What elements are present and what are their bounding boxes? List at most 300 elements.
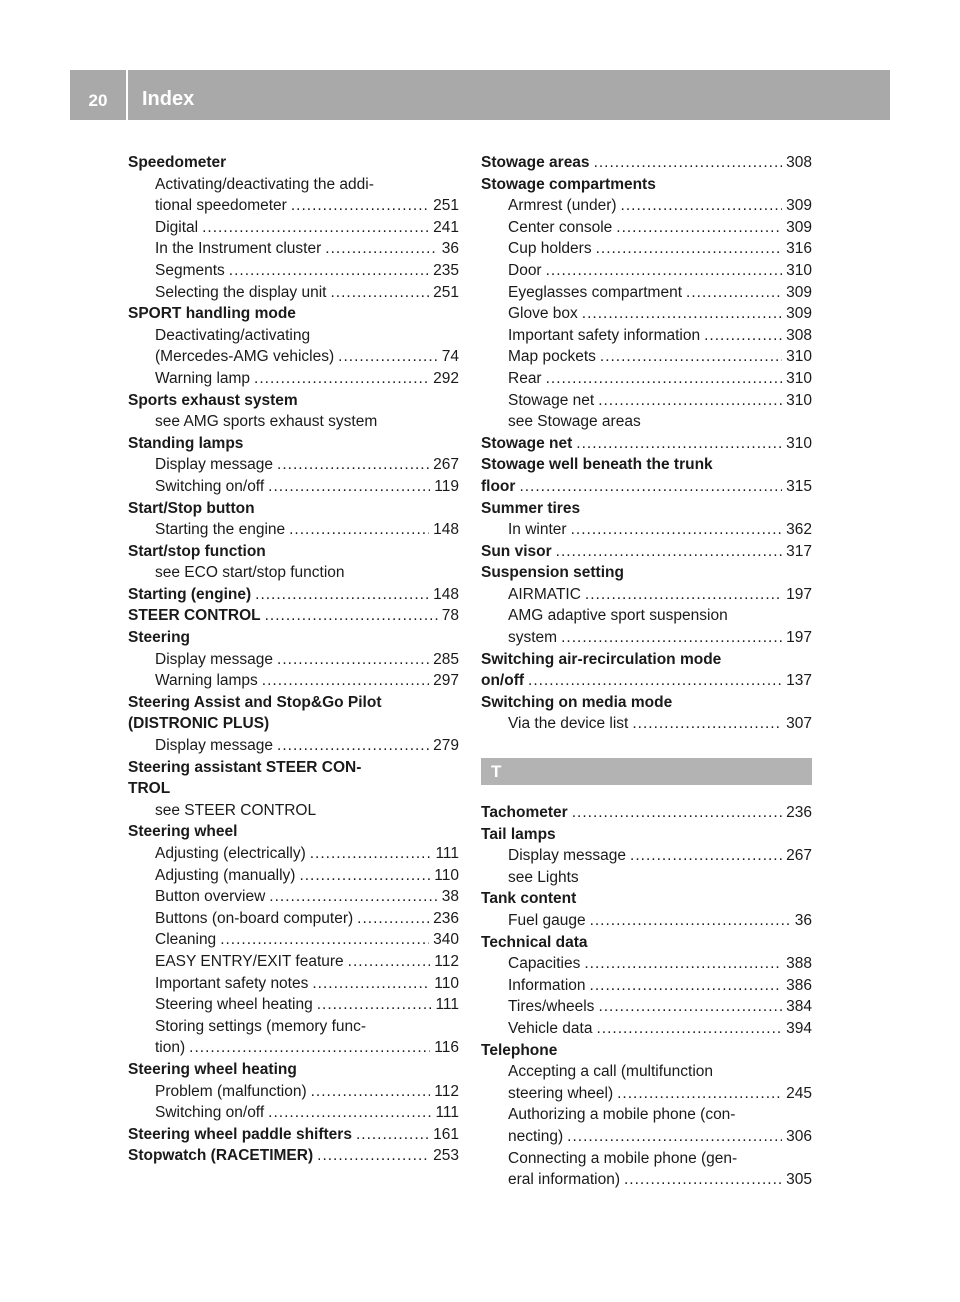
entry-text: Glove box <box>508 305 578 323</box>
index-subentry <box>128 519 459 541</box>
entry-text: Switching air-recirculation mode <box>481 650 722 668</box>
entry-text: see Stowage areas <box>508 413 641 431</box>
entry-text: Adjusting (manually) <box>155 866 296 884</box>
index-subentry <box>128 800 459 822</box>
entry-text: Switching on/off <box>155 477 265 495</box>
entry-text: Steering wheel paddle shifters <box>128 1125 352 1143</box>
page-reference: 148 <box>433 521 459 539</box>
index-list-t <box>481 802 812 1191</box>
section-header-t: T <box>481 758 812 785</box>
dot-leader <box>571 519 783 541</box>
dot-leader <box>277 454 429 476</box>
page-reference: 36 <box>794 912 812 929</box>
entry-text: see ECO start/stop function <box>155 564 345 582</box>
index-subentry <box>128 454 459 476</box>
index-entry <box>128 498 459 520</box>
page-reference: 317 <box>786 542 812 560</box>
index-subentry <box>481 605 812 627</box>
page-reference: 305 <box>786 1171 812 1189</box>
index-subentry <box>128 1016 459 1038</box>
dot-leader <box>262 670 429 692</box>
dot-leader <box>600 346 782 368</box>
index-column-left <box>128 152 459 1167</box>
index-subentry <box>481 411 812 433</box>
index-subentry <box>481 217 812 239</box>
dot-leader <box>265 605 438 627</box>
dot-leader <box>590 910 791 932</box>
page-reference: 110 <box>434 974 459 992</box>
dot-leader <box>229 260 429 282</box>
index-entry <box>128 541 459 563</box>
entry-text: Tachometer <box>481 804 568 822</box>
index-subentry <box>128 843 459 865</box>
index-entry <box>128 627 459 649</box>
index-subentry <box>481 953 812 975</box>
entry-text: Technical data <box>481 933 588 951</box>
entry-text: Start/stop function <box>128 542 266 560</box>
index-entry <box>128 1059 459 1081</box>
index-entry <box>481 498 812 520</box>
entry-text: Important safety information <box>508 326 701 344</box>
dot-leader <box>704 325 782 347</box>
entry-text: Display message <box>155 737 274 755</box>
dot-leader <box>220 929 429 951</box>
page-reference: 197 <box>786 629 812 647</box>
entry-text: Storing settings (memory func- <box>155 1017 367 1035</box>
page-reference: 309 <box>786 197 812 215</box>
entry-text: Important safety notes <box>155 974 309 992</box>
index-entry <box>481 433 812 455</box>
index-subentry <box>128 865 459 887</box>
index-subentry <box>481 368 812 390</box>
dot-leader <box>590 975 783 997</box>
entry-text: Connecting a mobile phone (gen- <box>508 1149 738 1167</box>
entry-text: Starting the engine <box>155 521 286 539</box>
entry-text: Fuel gauge <box>508 912 586 929</box>
entry-text: Armrest (under) <box>508 197 617 215</box>
entry-text: STEER CONTROL <box>128 607 261 625</box>
dot-leader <box>572 802 782 824</box>
dot-leader <box>582 303 782 325</box>
index-subentry <box>128 346 459 368</box>
dot-leader <box>624 1169 782 1191</box>
entry-text: In the Instrument cluster <box>155 240 322 258</box>
page-reference: 308 <box>786 326 812 344</box>
dot-leader <box>546 260 783 282</box>
page-reference: 297 <box>433 672 459 690</box>
index-entry <box>481 174 812 196</box>
index-entry <box>481 692 812 714</box>
dot-leader <box>311 1081 431 1103</box>
index-entry <box>128 1145 459 1167</box>
dot-leader <box>567 1126 782 1148</box>
index-subentry <box>128 562 459 584</box>
page-reference: 310 <box>786 261 812 279</box>
index-subentry <box>481 910 812 932</box>
entry-text: tional speedometer <box>155 197 287 215</box>
page-title: Index <box>142 88 195 110</box>
page-reference: 340 <box>433 931 459 949</box>
index-subentry <box>481 1083 812 1105</box>
entry-text: Button overview <box>155 888 266 906</box>
dot-leader <box>254 368 429 390</box>
dot-leader <box>561 627 782 649</box>
entry-text: Display message <box>155 456 274 474</box>
entry-text: Steering wheel <box>128 823 238 841</box>
index-subentry <box>128 951 459 973</box>
dot-leader <box>255 584 429 606</box>
index-entry <box>128 390 459 412</box>
index-entry <box>128 605 459 627</box>
index-subentry <box>128 260 459 282</box>
page-reference: 292 <box>433 369 459 387</box>
page-reference: 36 <box>441 240 459 258</box>
entry-text: Center console <box>508 218 613 236</box>
dot-leader <box>291 195 429 217</box>
index-subentry <box>481 390 812 412</box>
index-subentry <box>128 174 459 196</box>
entry-text: AIRMATIC <box>508 585 581 603</box>
index-subentry <box>128 282 459 304</box>
dot-leader <box>585 584 782 606</box>
entry-text: Summer tires <box>481 499 581 517</box>
entry-text: Suspension setting <box>481 564 624 582</box>
index-entry <box>128 821 459 843</box>
index-entry <box>481 454 812 476</box>
index-subentry <box>128 1081 459 1103</box>
dot-leader <box>317 1145 429 1167</box>
entry-text: Steering <box>128 629 191 647</box>
dot-leader <box>189 1037 430 1059</box>
index-subentry <box>481 1169 812 1191</box>
page-reference: 307 <box>786 715 812 733</box>
entry-text: Authorizing a mobile phone (con- <box>508 1106 736 1124</box>
dot-leader <box>310 843 432 865</box>
dot-leader <box>584 953 782 975</box>
page-reference: 197 <box>786 585 812 603</box>
entry-text: system <box>508 629 558 647</box>
page-reference: 110 <box>434 866 459 884</box>
dot-leader <box>556 541 782 563</box>
index-entry <box>128 152 459 174</box>
page-reference: 111 <box>435 1104 459 1122</box>
dot-leader <box>598 996 782 1018</box>
index-subentry <box>481 845 812 867</box>
entry-text: steering wheel) <box>508 1084 614 1102</box>
entry-text: Cleaning <box>155 931 217 949</box>
entry-text: TROL <box>128 780 171 798</box>
dot-leader <box>268 1102 431 1124</box>
entry-text: Eyeglasses compartment <box>508 283 683 301</box>
index-entry <box>128 713 459 735</box>
page-reference: 310 <box>786 369 812 387</box>
entry-text: AMG adaptive sport suspension <box>508 607 728 625</box>
index-subentry <box>481 996 812 1018</box>
index-subentry <box>128 476 459 498</box>
entry-text: Switching on/off <box>155 1104 265 1122</box>
entry-text: Start/Stop button <box>128 499 255 517</box>
entry-text: see Lights <box>508 868 579 886</box>
entry-text: Display message <box>508 847 627 865</box>
dot-leader <box>356 1124 429 1146</box>
page-reference: 137 <box>786 672 812 690</box>
entry-text: Tail lamps <box>481 825 556 843</box>
index-subentry <box>481 303 812 325</box>
entry-text: Switching on media mode <box>481 693 673 711</box>
page-reference: 285 <box>433 650 459 668</box>
entry-text: Stowage net <box>508 391 595 409</box>
page-reference: 394 <box>786 1019 812 1037</box>
entry-text: Standing lamps <box>128 434 244 452</box>
index-subentry <box>128 1102 459 1124</box>
dot-leader <box>630 845 782 867</box>
entry-text: Steering wheel heating <box>128 1060 297 1078</box>
dot-leader <box>289 519 429 541</box>
page-reference: 362 <box>786 521 812 539</box>
entry-text: Stopwatch (RACETIMER) <box>128 1147 314 1165</box>
entry-text: Warning lamp <box>155 369 251 387</box>
entry-text: Speedometer <box>128 154 227 171</box>
page-reference: 111 <box>435 996 459 1014</box>
entry-text: necting) <box>508 1127 564 1145</box>
index-column-right <box>481 152 812 1191</box>
dot-leader <box>596 238 783 260</box>
entry-text: Information <box>508 976 586 994</box>
page-reference: 279 <box>433 737 459 755</box>
entry-text: eral information) <box>508 1171 620 1189</box>
index-subentry <box>128 886 459 908</box>
index-entry <box>128 433 459 455</box>
index-entry <box>481 888 812 910</box>
page-reference: 112 <box>434 952 459 970</box>
entry-text: Rear <box>508 369 542 387</box>
dot-leader <box>621 195 783 217</box>
index-subentry <box>128 368 459 390</box>
index-subentry <box>128 649 459 671</box>
index-subentry <box>481 282 812 304</box>
dot-leader <box>686 282 782 304</box>
page-reference: 235 <box>433 261 459 279</box>
entry-text: Via the device list <box>508 715 629 733</box>
page-reference: 245 <box>786 1084 812 1102</box>
entry-text: Stowage well beneath the trunk <box>481 456 713 474</box>
dot-leader <box>576 433 782 455</box>
header-divider <box>126 70 128 120</box>
entry-text: (Mercedes-AMG vehicles) <box>155 348 335 366</box>
index-subentry <box>128 238 459 260</box>
dot-leader <box>325 238 437 260</box>
entry-text: EASY ENTRY/EXIT feature <box>155 952 344 970</box>
entry-text: see STEER CONTROL <box>155 801 317 819</box>
page-reference: 388 <box>786 955 812 973</box>
entry-text: Vehicle data <box>508 1019 593 1037</box>
dot-leader <box>617 1083 782 1105</box>
entry-text: Warning lamps <box>155 672 258 690</box>
index-subentry <box>128 994 459 1016</box>
page-reference: 310 <box>786 391 812 409</box>
page-number: 20 <box>88 91 108 110</box>
entry-text: Sun visor <box>481 542 552 560</box>
entry-text: Digital <box>155 218 199 236</box>
entry-text: Cup holders <box>508 240 592 258</box>
entry-text: floor <box>481 477 516 495</box>
entry-text: Display message <box>155 650 274 668</box>
page-reference: 112 <box>434 1082 459 1100</box>
index-entry <box>481 562 812 584</box>
index-subentry <box>128 973 459 995</box>
index-entry <box>128 584 459 606</box>
entry-text: In winter <box>508 521 567 539</box>
index-entry <box>481 649 812 671</box>
index-entry <box>481 152 812 174</box>
entry-text: Adjusting (electrically) <box>155 845 306 862</box>
entry-text: Stowage compartments <box>481 175 656 193</box>
index-subentry <box>128 195 459 217</box>
dot-leader <box>269 886 437 908</box>
dot-leader <box>202 217 429 239</box>
entry-text: on/off <box>481 672 525 690</box>
dot-leader <box>616 217 782 239</box>
page-reference: 78 <box>441 607 459 625</box>
index-subentry <box>481 627 812 649</box>
dot-leader <box>268 476 430 498</box>
page-reference: 315 <box>786 477 812 495</box>
index-entry <box>128 778 459 800</box>
entry-text: Buttons (on-board computer) <box>155 909 354 927</box>
page-reference: 310 <box>786 348 812 366</box>
index-entry <box>481 802 812 824</box>
index-subentry <box>128 411 459 433</box>
dot-leader <box>317 994 432 1016</box>
index-subentry <box>128 670 459 692</box>
page-reference: 309 <box>786 283 812 301</box>
index-subentry <box>481 260 812 282</box>
entry-text: Stowage areas <box>481 154 590 171</box>
index-subentry <box>481 867 812 889</box>
index-subentry <box>481 1126 812 1148</box>
entry-text: Stowage net <box>481 434 573 452</box>
entry-text: Door <box>508 261 542 279</box>
page-reference: 309 <box>786 218 812 236</box>
entry-text: Telephone <box>481 1041 558 1059</box>
index-entry <box>128 757 459 779</box>
entry-text: tion) <box>155 1039 186 1057</box>
dot-leader <box>596 1018 782 1040</box>
index-subentry <box>481 346 812 368</box>
index-subentry <box>128 908 459 930</box>
page-reference: 251 <box>433 197 459 215</box>
index-subentry <box>481 1148 812 1170</box>
page-reference: 316 <box>786 240 812 258</box>
page-reference: 161 <box>433 1125 459 1143</box>
dot-leader <box>277 735 429 757</box>
entry-text: Tires/wheels <box>508 998 595 1016</box>
entry-text: Accepting a call (multifunction <box>508 1063 714 1081</box>
index-subentry <box>481 325 812 347</box>
index-subentry <box>481 1018 812 1040</box>
index-entry <box>481 670 812 692</box>
entry-text: Activating/deactivating the addi- <box>155 175 374 193</box>
index-subentry <box>481 195 812 217</box>
dot-leader <box>528 670 782 692</box>
entry-text: Sports exhaust system <box>128 391 298 409</box>
page-reference: 267 <box>433 456 459 474</box>
dot-leader <box>277 649 429 671</box>
index-entry <box>481 932 812 954</box>
entry-text: Map pockets <box>508 348 596 366</box>
entry-text: Problem (malfunction) <box>155 1082 307 1100</box>
entry-text: Capacities <box>508 955 581 973</box>
index-subentry <box>481 584 812 606</box>
entry-text: see AMG sports exhaust system <box>155 413 378 431</box>
page-reference: 148 <box>433 585 459 603</box>
dot-leader <box>348 951 431 973</box>
entry-text: Steering wheel heating <box>155 996 313 1014</box>
page-reference: 306 <box>786 1127 812 1145</box>
page-reference: 253 <box>433 1147 459 1165</box>
page-reference: 119 <box>434 477 459 495</box>
index-subentry <box>128 929 459 951</box>
index-entry <box>481 541 812 563</box>
dot-leader <box>594 152 783 174</box>
dot-leader <box>299 865 430 887</box>
index-subentry <box>481 238 812 260</box>
entry-text: Segments <box>155 261 225 279</box>
page-reference: 38 <box>441 888 459 906</box>
index-subentry <box>481 975 812 997</box>
page-reference: 384 <box>786 998 812 1016</box>
page-reference: 241 <box>433 218 459 236</box>
page-reference: 116 <box>434 1039 459 1057</box>
index-subentry <box>128 735 459 757</box>
index-subentry <box>128 325 459 347</box>
dot-leader <box>357 908 429 930</box>
index-subentry <box>481 1104 812 1126</box>
page-reference: 267 <box>786 847 812 865</box>
page-reference: 236 <box>433 909 459 927</box>
dot-leader <box>330 282 429 304</box>
entry-text: Selecting the display unit <box>155 283 327 301</box>
index-subentry <box>128 217 459 239</box>
dot-leader <box>519 476 782 498</box>
page-reference: 386 <box>786 976 812 994</box>
entry-text: Deactivating/activating <box>155 326 311 344</box>
index-entry <box>128 692 459 714</box>
index-entry <box>481 1040 812 1062</box>
dot-leader <box>546 368 783 390</box>
entry-text: Steering assistant STEER CON- <box>128 758 362 776</box>
page-reference: 111 <box>435 845 459 862</box>
index-subentry <box>481 1061 812 1083</box>
index-entry <box>128 1124 459 1146</box>
entry-text: Tank content <box>481 890 577 908</box>
index-entry <box>481 476 812 498</box>
index-list-s <box>481 152 812 735</box>
index-subentry <box>128 1037 459 1059</box>
entry-text: Steering Assist and Stop&Go Pilot <box>128 693 382 711</box>
dot-leader <box>598 390 782 412</box>
index-entry <box>128 303 459 325</box>
dot-leader <box>312 973 430 995</box>
dot-leader <box>338 346 438 368</box>
index-subentry <box>481 519 812 541</box>
dot-leader <box>632 713 782 735</box>
entry-text: (DISTRONIC PLUS) <box>128 715 270 733</box>
entry-text: SPORT handling mode <box>128 305 296 323</box>
page-reference: 74 <box>441 348 459 366</box>
page-reference: 308 <box>786 154 812 171</box>
page-reference: 236 <box>786 804 812 822</box>
